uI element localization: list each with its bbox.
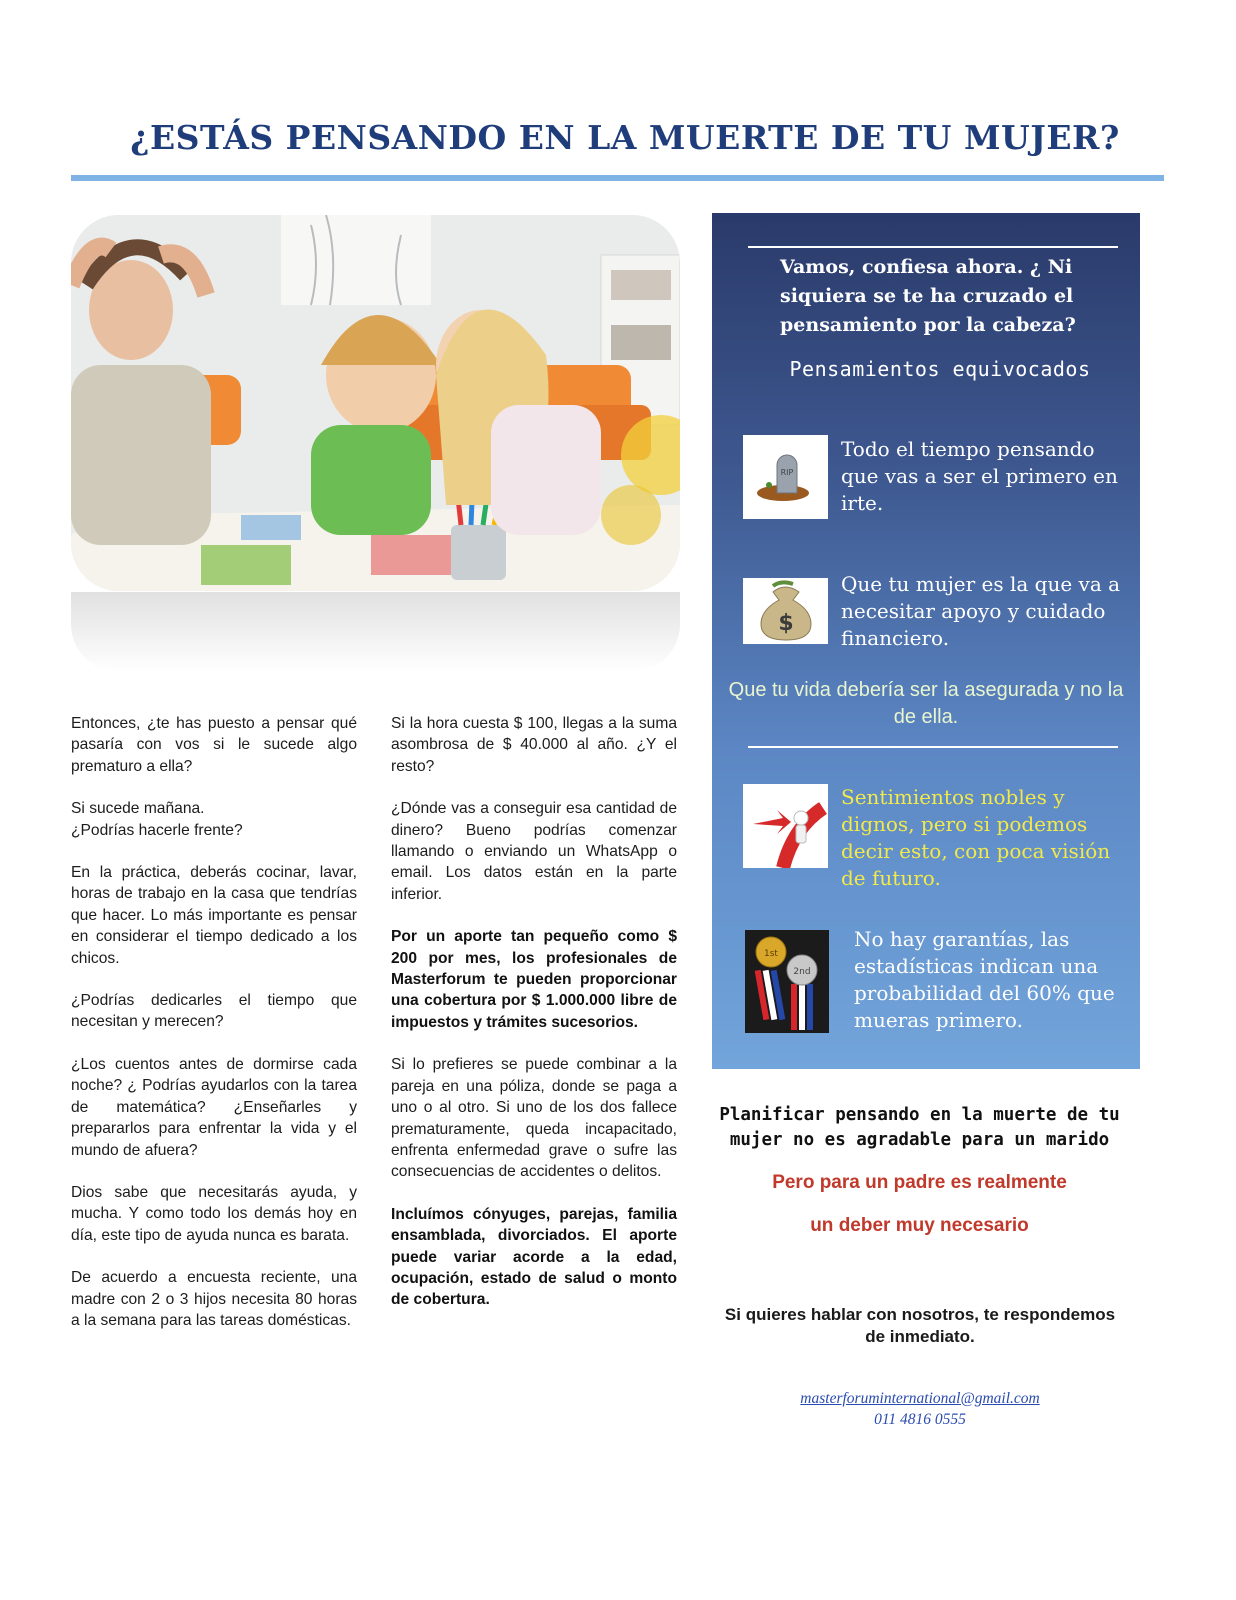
- family-photo: [71, 215, 680, 591]
- paragraph: ¿Los cuentos antes de dormirse cada noche? ¿ Podrías ayudarlos con la tarea de matemática? ¿Enseñarles y prepararlos para enfrentar la vida y el mundo de afuera?: [71, 1055, 357, 1159]
- planning-statement: Planificar pensando en la muerte de tu mujer no es agradable para un marido: [719, 1105, 1120, 1150]
- medals-icon: [745, 930, 829, 1033]
- phone-number: 011 4816 0555: [874, 1411, 966, 1428]
- family-photo-illustration: [71, 215, 680, 591]
- title-underline: [71, 175, 1164, 181]
- paragraph: Si lo prefieres se puede combinar a la pareja en una póliza, donde se paga a uno o al otro. Si uno de los dos fallece prematuramente, queda incapacitado, enfrenta enfermedad grave o sufre las consecuencias de accidentes o delitos.: [391, 1056, 677, 1181]
- paragraph: Entonces, ¿te has puesto a pensar qué pasaría con vos si le sucede algo prematuro a ella?: [71, 715, 357, 775]
- father-statement-line1: Pero para un padre es realmente: [772, 1172, 1067, 1193]
- tombstone-label: RIP: [780, 468, 794, 477]
- page-title: ¿ESTÁS PENSANDO EN LA MUERTE DE TU MUJER?: [130, 118, 1120, 157]
- misconception-item: Sentimientos nobles y dignos, pero si podemos decir esto, con poca visión de futuro.: [841, 785, 1111, 890]
- misconception-item: Que tu mujer es la que va a necesitar apoyo y cuidado financiero.: [841, 572, 1121, 650]
- paragraph: En la práctica, deberás cocinar, lavar, horas de trabajo en la casa que tendrías que hacer. Lo más importante es pensar en considerar el tiempo dedicado a los chicos.: [71, 864, 357, 967]
- paragraph: Dios sabe que necesitarás ayuda, y mucha. Y como todo los demás hoy en día, este tipo de ayuda nunca es barata.: [71, 1183, 357, 1244]
- money-bag-icon: [743, 578, 828, 644]
- medal-second-label: 2nd: [793, 967, 811, 977]
- paragraph: Si la hora cuesta $ 100, llegas a la suma asombrosa de $ 40.000 al año. ¿Y el resto?: [391, 715, 677, 775]
- panel-divider: [748, 246, 1118, 248]
- medal-first-label: 1st: [764, 949, 778, 959]
- panel-heading: Vamos, confiesa ahora. ¿ Ni siquiera se te ha cruzado el pensamiento por la cabeza?: [780, 256, 1076, 336]
- tombstone-icon: [743, 435, 828, 519]
- father-statement-line2: un deber muy necesario: [810, 1215, 1029, 1236]
- misconception-item: No hay garantías, las estadísticas indican una probabilidad del 60% que mueras primero.: [854, 927, 1115, 1032]
- paragraph: ¿Podrías dedicarles el tiempo que necesitan y merecen?: [71, 992, 357, 1031]
- paragraph: [71, 798, 357, 841]
- email-link[interactable]: masterforuminternational@gmail.com: [800, 1390, 1040, 1407]
- panel-quote: Que tu vida debería ser la asegurada y no la de ella.: [728, 679, 1124, 728]
- panel-divider: [748, 746, 1118, 748]
- paragraph: De acuerdo a encuesta reciente, una madre con 2 o 3 hijos necesita 80 horas a la semana para las tareas domésticas.: [71, 1269, 357, 1329]
- crossroads-arrows-icon: [743, 784, 828, 868]
- offer-paragraph: Por un aporte tan pequeño como $ 200 por mes, los profesionales de Masterforum te pueden proporcionar una cobertura por $ 1.000.000 libre de impuestos y trámites sucesorios.: [391, 928, 677, 1031]
- paragraph: ¿Dónde vas a conseguir esa cantidad de dinero? Bueno podrías comenzar llamando o enviando un WhatsApp o email. Los datos están en la parte inferior.: [391, 800, 677, 903]
- coverage-paragraph: Incluímos cónyuges, parejas, familia ensamblada, divorciados. El aporte puede variar acorde a la edad, ocupación, estado de salud o monto de cobertura.: [391, 1205, 677, 1309]
- misconception-item: Todo el tiempo pensando que vas a ser el primero en irte.: [841, 437, 1118, 515]
- contact-invite: Si quieres hablar con nosotros, te respondemos de inmediato.: [724, 1305, 1116, 1346]
- money-bag-symbol: $: [778, 611, 794, 636]
- paragraph-text: Si sucede mañana. ¿Podrías hacerle frente?: [71, 800, 243, 839]
- article-column-left: [71, 713, 357, 1352]
- photo-reflection: [71, 592, 680, 672]
- panel-subheading: Pensamientos equivocados: [789, 357, 1091, 381]
- article-column-right: [391, 713, 677, 1332]
